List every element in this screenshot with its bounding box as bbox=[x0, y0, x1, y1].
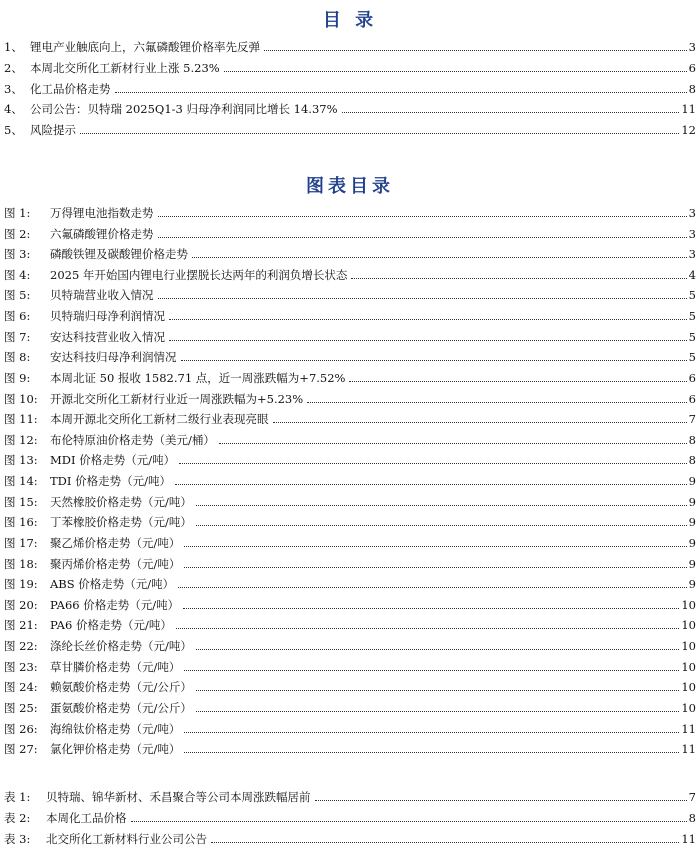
dot-leader bbox=[196, 504, 687, 506]
dot-leader bbox=[196, 710, 679, 712]
dot-leader bbox=[184, 566, 686, 568]
toc-entry[interactable] bbox=[4, 117, 696, 137]
figure-entry-number: 图 5: bbox=[4, 288, 31, 303]
figure-entry-page-number[interactable]: 6 bbox=[688, 391, 696, 406]
figure-entry-page-number[interactable]: 10 bbox=[681, 597, 696, 612]
figure-entry-page-number[interactable]: 5 bbox=[688, 309, 696, 324]
figure-entry-title[interactable]: 安达科技营业收入情况 bbox=[50, 329, 165, 344]
dot-leader bbox=[158, 297, 687, 299]
figure-entry-number: 图 6: bbox=[4, 309, 31, 324]
figure-entry-title[interactable]: ABS 价格走势（元/吨） bbox=[50, 577, 175, 592]
figure-entry[interactable] bbox=[4, 489, 696, 509]
figure-entry-title[interactable]: 贝特瑞归母净利润情况 bbox=[50, 309, 165, 324]
dot-leader bbox=[349, 380, 686, 382]
figure-entry[interactable] bbox=[4, 262, 696, 282]
table-entry-page-number[interactable]: 8 bbox=[688, 811, 696, 825]
toc-entry-page-number[interactable]: 12 bbox=[681, 123, 696, 138]
toc-entry[interactable] bbox=[4, 96, 696, 116]
dot-leader bbox=[179, 462, 687, 464]
figure-entry-page-number[interactable]: 9 bbox=[688, 515, 696, 530]
figure-entry-number: 图 2: bbox=[4, 226, 31, 241]
figure-entry-number: 图 17: bbox=[4, 535, 38, 550]
figure-entry-number: 图 14: bbox=[4, 474, 38, 489]
table-entry-title[interactable]: 贝特瑞、锦华新材、禾昌聚合等公司本周涨跌幅居前 bbox=[46, 790, 311, 804]
dot-leader bbox=[176, 627, 680, 629]
figure-entry[interactable] bbox=[4, 695, 696, 715]
figure-entry-title[interactable]: TDI 价格走势（元/吨） bbox=[50, 474, 171, 489]
figure-entry[interactable] bbox=[4, 654, 696, 674]
dot-leader bbox=[273, 421, 687, 423]
figure-entry-title[interactable]: 赖氨酸价格走势（元/公斤） bbox=[50, 680, 192, 695]
toc-heading: 目 录 bbox=[322, 10, 378, 31]
figure-entry-title[interactable]: 本周北证 50 报收 1582.71 点，近一周涨跌幅为+7.52% bbox=[50, 370, 346, 385]
toc-entry-page-number[interactable]: 6 bbox=[688, 60, 696, 75]
figure-entry-number: 图 27: bbox=[4, 742, 38, 757]
dot-leader bbox=[158, 215, 687, 217]
figure-entry-page-number[interactable]: 10 bbox=[681, 680, 696, 695]
figure-entry-page-number[interactable]: 3 bbox=[688, 206, 696, 220]
figure-entry-title[interactable]: 开源北交所化工新材行业近一周涨跌幅为+5.23% bbox=[50, 391, 304, 406]
toc-entry-title[interactable]: 化工品价格走势 bbox=[30, 81, 111, 96]
figure-entry[interactable] bbox=[4, 406, 696, 426]
figure-entry[interactable] bbox=[4, 592, 696, 612]
figure-entry[interactable] bbox=[4, 447, 696, 467]
dot-leader bbox=[219, 442, 687, 444]
figure-entry-title[interactable]: MDI 价格走势（元/吨） bbox=[50, 453, 176, 468]
figure-entry-title[interactable]: 涤纶长丝价格走势（元/吨） bbox=[50, 639, 192, 654]
table-entry-number: 表 2: bbox=[4, 811, 31, 825]
figure-list-heading: 图表目录 bbox=[306, 176, 394, 197]
toc-entry-number: 4、 bbox=[4, 102, 23, 117]
dot-leader bbox=[196, 648, 679, 650]
figure-entry-number: 图 3: bbox=[4, 247, 31, 262]
figure-entry-page-number[interactable]: 9 bbox=[688, 556, 696, 571]
figure-entry-number: 图 15: bbox=[4, 494, 38, 509]
figure-entry[interactable] bbox=[4, 509, 696, 529]
figure-entry-number: 图 24: bbox=[4, 680, 38, 695]
dot-leader bbox=[211, 841, 679, 843]
figure-entry-page-number[interactable]: 9 bbox=[688, 494, 696, 509]
dot-leader bbox=[183, 607, 679, 609]
toc-entry-number: 1、 bbox=[4, 40, 23, 54]
figure-entry-page-number[interactable]: 11 bbox=[681, 721, 696, 736]
toc-entry-number: 5、 bbox=[4, 123, 23, 138]
figure-entry-title[interactable]: 氯化钾价格走势（元/吨） bbox=[50, 742, 181, 757]
dot-leader bbox=[307, 401, 687, 403]
figure-entry[interactable] bbox=[4, 736, 696, 756]
figure-entry-page-number[interactable]: 8 bbox=[688, 432, 696, 447]
dot-leader bbox=[351, 277, 686, 279]
dot-leader bbox=[80, 132, 679, 134]
table-entry-page-number[interactable]: 7 bbox=[688, 790, 696, 804]
figure-entry-number: 图 9: bbox=[4, 370, 31, 385]
figure-entry-number: 图 25: bbox=[4, 700, 38, 715]
figure-entry-number: 图 10: bbox=[4, 391, 38, 406]
figure-entry-page-number[interactable]: 10 bbox=[681, 618, 696, 633]
dot-leader bbox=[178, 586, 687, 588]
figure-entry-page-number[interactable]: 10 bbox=[681, 639, 696, 654]
figure-entry[interactable] bbox=[4, 633, 696, 653]
figure-entry[interactable] bbox=[4, 530, 696, 550]
figure-entry-title[interactable]: 海绵钛价格走势（元/吨） bbox=[50, 721, 181, 736]
dot-leader bbox=[315, 799, 687, 801]
figure-entry-number: 图 13: bbox=[4, 453, 38, 468]
figure-entry[interactable] bbox=[4, 303, 696, 323]
figure-entry-title[interactable]: 安达科技归母净利润情况 bbox=[50, 350, 177, 365]
toc-entry-title[interactable]: 本周北交所化工新材行业上涨 5.23% bbox=[30, 60, 220, 75]
figure-entry-number: 图 7: bbox=[4, 329, 31, 344]
toc-entry-number: 3、 bbox=[4, 81, 23, 96]
toc-entry[interactable] bbox=[4, 34, 696, 54]
dot-leader bbox=[169, 318, 687, 320]
toc-entry-title[interactable]: 锂电产业触底向上，六氟磷酸锂价格率先反弹 bbox=[30, 40, 260, 54]
figure-entry-title[interactable]: 丁苯橡胶价格走势（元/吨） bbox=[50, 515, 192, 530]
dot-leader bbox=[131, 820, 687, 822]
table-entry-title[interactable]: 北交所化工新材料行业公司公告 bbox=[46, 832, 207, 846]
figure-entry[interactable] bbox=[4, 365, 696, 385]
figure-entry-page-number[interactable]: 5 bbox=[688, 288, 696, 303]
figure-entry-page-number[interactable]: 9 bbox=[688, 577, 696, 592]
figure-entry-page-number[interactable]: 3 bbox=[688, 247, 696, 262]
figure-entry[interactable] bbox=[4, 551, 696, 571]
dot-leader bbox=[342, 111, 680, 113]
figure-entry-title[interactable]: 聚乙烯价格走势（元/吨） bbox=[50, 535, 181, 550]
dot-leader bbox=[181, 359, 687, 361]
figure-entry[interactable] bbox=[4, 386, 696, 406]
figure-entry-page-number[interactable]: 10 bbox=[681, 700, 696, 715]
figure-entry-number: 图 21: bbox=[4, 618, 38, 633]
figure-entry[interactable] bbox=[4, 612, 696, 632]
dot-leader bbox=[264, 49, 687, 51]
figure-entry[interactable] bbox=[4, 200, 696, 220]
toc-entry-number: 2、 bbox=[4, 60, 23, 75]
figure-entry-page-number[interactable]: 8 bbox=[688, 453, 696, 468]
dot-leader bbox=[192, 256, 687, 258]
figure-entry[interactable] bbox=[4, 427, 696, 447]
table-entry[interactable] bbox=[4, 784, 696, 804]
figure-entry[interactable] bbox=[4, 221, 696, 241]
dot-leader bbox=[158, 236, 687, 238]
dot-leader bbox=[184, 545, 686, 547]
figure-entry-number: 图 16: bbox=[4, 515, 38, 530]
toc-entry-title[interactable]: 公司公告：贝特瑞 2025Q1-3 归母净利润同比增长 14.37% bbox=[30, 102, 338, 117]
figure-entry-title[interactable]: 天然橡胶价格走势（元/吨） bbox=[50, 494, 192, 509]
toc-entry-title[interactable]: 风险提示 bbox=[30, 123, 76, 138]
figure-entry-number: 图 1: bbox=[4, 206, 31, 220]
figure-entry-number: 图 22: bbox=[4, 639, 38, 654]
table-entry-page-number[interactable]: 11 bbox=[681, 832, 696, 846]
dot-leader bbox=[175, 483, 687, 485]
dot-leader bbox=[196, 689, 679, 691]
figure-entry-title[interactable]: 磷酸铁锂及碳酸锂价格走势 bbox=[50, 247, 188, 262]
figure-entry-number: 图 4: bbox=[4, 267, 31, 282]
toc-entry-page-number[interactable]: 3 bbox=[688, 40, 696, 54]
figure-entry-number: 图 19: bbox=[4, 577, 38, 592]
figure-entry[interactable] bbox=[4, 241, 696, 261]
figure-entry-title[interactable]: 蛋氨酸价格走势（元/公斤） bbox=[50, 700, 192, 715]
table-entry[interactable] bbox=[4, 805, 696, 825]
dot-leader bbox=[115, 91, 687, 93]
figure-entry-number: 图 11: bbox=[4, 412, 38, 427]
figure-entry-title[interactable]: PA6 价格走势（元/吨） bbox=[50, 618, 172, 633]
figure-entry[interactable] bbox=[4, 468, 696, 488]
table-entry-number: 表 1: bbox=[4, 790, 31, 804]
figure-entry-page-number[interactable]: 6 bbox=[688, 370, 696, 385]
figure-entry-title[interactable]: 本周开源北交所化工新材二级行业表现亮眼 bbox=[50, 412, 269, 427]
figure-entry-title[interactable]: 贝特瑞营业收入情况 bbox=[50, 288, 154, 303]
figure-entry-number: 图 26: bbox=[4, 721, 38, 736]
figure-entry-title[interactable]: 2025 年开始国内锂电行业摆脱长达两年的利润负增长状态 bbox=[50, 267, 348, 282]
figure-entry-number: 图 23: bbox=[4, 659, 38, 674]
figure-entry-title[interactable]: 万得锂电池指数走势 bbox=[50, 206, 154, 220]
figure-entry[interactable] bbox=[4, 324, 696, 344]
figure-entry-page-number[interactable]: 9 bbox=[688, 474, 696, 489]
figure-entry[interactable] bbox=[4, 282, 696, 302]
table-entry[interactable] bbox=[4, 826, 696, 846]
figure-entry-page-number[interactable]: 3 bbox=[688, 226, 696, 241]
table-entry-number: 表 3: bbox=[4, 832, 31, 846]
figure-entry-page-number[interactable]: 9 bbox=[688, 535, 696, 550]
toc-entry-page-number[interactable]: 11 bbox=[681, 102, 696, 117]
figure-entry[interactable] bbox=[4, 674, 696, 694]
figure-entry-page-number[interactable]: 5 bbox=[688, 329, 696, 344]
figure-entry-page-number[interactable]: 11 bbox=[681, 742, 696, 757]
dot-leader bbox=[184, 669, 679, 671]
table-entry-title[interactable]: 本周化工品价格 bbox=[46, 811, 127, 825]
figure-entry[interactable] bbox=[4, 716, 696, 736]
figure-entry-page-number[interactable]: 4 bbox=[688, 267, 696, 282]
figure-entry-title[interactable]: 草甘膦价格走势（元/吨） bbox=[50, 659, 181, 674]
figure-entry-number: 图 18: bbox=[4, 556, 38, 571]
figure-entry-number: 图 12: bbox=[4, 432, 38, 447]
figure-entry[interactable] bbox=[4, 344, 696, 364]
figure-entry-title[interactable]: 布伦特原油价格走势（美元/桶） bbox=[50, 432, 215, 447]
dot-leader bbox=[224, 70, 687, 72]
dot-leader bbox=[196, 524, 687, 526]
figure-entry[interactable] bbox=[4, 571, 696, 591]
dot-leader bbox=[184, 731, 679, 733]
figure-entry-number: 图 20: bbox=[4, 597, 38, 612]
figure-entry-title[interactable]: 聚丙烯价格走势（元/吨） bbox=[50, 556, 181, 571]
dot-leader bbox=[169, 339, 687, 341]
figure-entry-page-number[interactable]: 5 bbox=[688, 350, 696, 365]
toc-entry[interactable] bbox=[4, 76, 696, 96]
toc-entry-page-number[interactable]: 8 bbox=[688, 81, 696, 96]
figure-entry-page-number[interactable]: 10 bbox=[681, 659, 696, 674]
toc-entry[interactable] bbox=[4, 55, 696, 75]
figure-entry-title[interactable]: PA66 价格走势（元/吨） bbox=[50, 597, 180, 612]
figure-entry-page-number[interactable]: 7 bbox=[688, 412, 696, 427]
figure-entry-title[interactable]: 六氟磷酸锂价格走势 bbox=[50, 226, 154, 241]
dot-leader bbox=[184, 751, 679, 753]
figure-entry-number: 图 8: bbox=[4, 350, 31, 365]
